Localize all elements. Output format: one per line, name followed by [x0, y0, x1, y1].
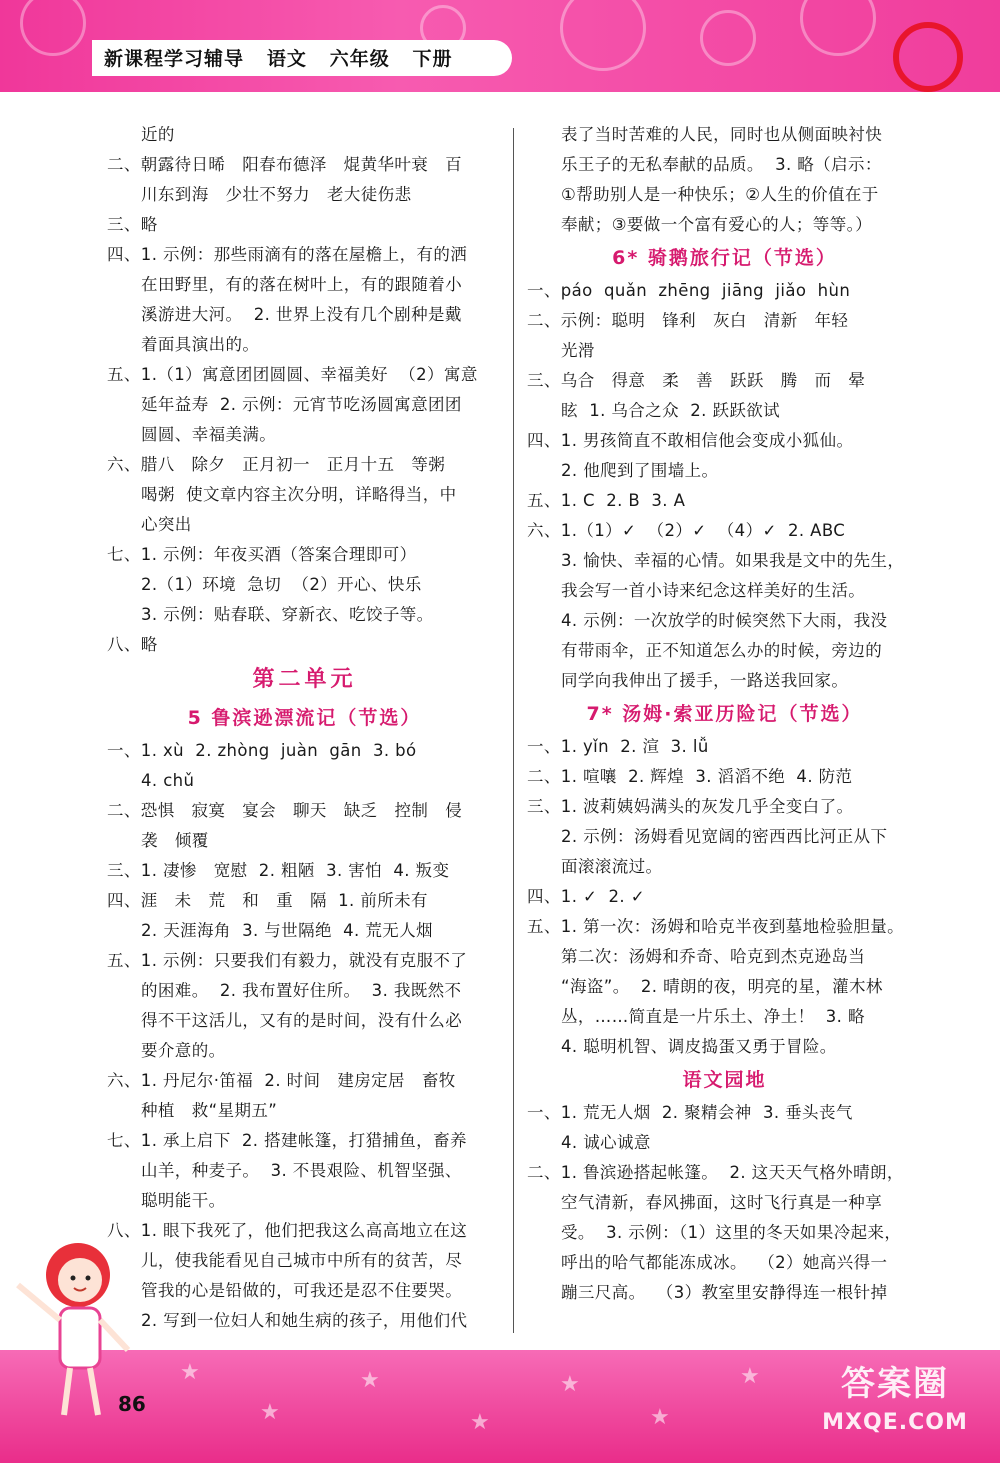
answer-line: 聪明能干。: [141, 1191, 226, 1210]
answer-line: 的困难。 2. 我布置好住所。 3. 我既然不: [141, 981, 462, 1000]
answer-line: 心突出: [141, 515, 192, 534]
answer-line: 五、1.（1）寓意团团圆圆、幸福美好 （2）寓意: [107, 365, 478, 384]
answer-line: 圆圆、幸福美满。: [141, 425, 277, 444]
watermark-line1: 答案圈: [841, 1364, 949, 1404]
answer-line: 得不干这活儿，又有的是时间，没有什么必: [141, 1011, 463, 1030]
answer-line: 二、朝露待日晞 阳春布德泽 焜黄华叶衰 百: [107, 155, 463, 174]
answer-line: 五、1. C 2. B 3. A: [527, 491, 686, 510]
answer-line: 川东到海 少壮不努力 老大徒伤悲: [141, 185, 412, 204]
header-title: 新课程学习辅导 语文 六年级 下册: [104, 48, 453, 70]
answer-line: 延年益寿 2. 示例：元宵节吃汤圆寓意团团: [141, 395, 462, 414]
watermark-line2: MXQE.COM: [822, 1410, 968, 1435]
answer-line: 眩 1. 乌合之众 2. 跃跃欲试: [561, 401, 781, 420]
answer-line: 4. 诚心诚意: [561, 1133, 651, 1152]
decorative-ring-icon: [893, 22, 963, 92]
answer-line: 同学向我伸出了援手，一路送我回家。: [561, 671, 849, 690]
answer-line: 四、1. 男孩简直不敢相信他会变成小狐仙。: [527, 431, 854, 450]
answer-line: 我会写一首小诗来纪念这样美好的生活。: [561, 581, 866, 600]
answer-line: 3. 示例：贴春联、穿新衣、吃饺子等。: [141, 605, 434, 624]
answer-line: 4. chǔ: [141, 771, 195, 790]
answer-line: 袭 倾覆: [141, 831, 209, 850]
answer-line: 管我的心是铅做的，可我还是忍不住要哭。: [141, 1281, 463, 1300]
answer-line: 一、1. xù 2. zhòng juàn gān 3. bó: [107, 741, 417, 760]
answer-line: 一、páo quǎn zhēng jiāng jiǎo hùn: [527, 281, 851, 300]
watermark-logo: [800, 1360, 990, 1460]
answer-line: 丛，……简直是一片乐土、净土！ 3. 略: [561, 1007, 865, 1026]
answer-line: 二、1. 喧嚷 2. 辉煌 3. 滔滔不绝 4. 防范: [527, 767, 853, 786]
answer-line: 着面具演出的。: [141, 335, 260, 354]
column-divider: [513, 128, 514, 1333]
answer-line: 4. 聪明机智、调皮捣蛋又勇于冒险。: [561, 1037, 837, 1056]
answer-line: 八、1. 眼下我死了，他们把我这么高高地立在这: [107, 1221, 468, 1240]
answer-line: 六、腊八 除夕 正月初一 正月十五 等粥: [107, 455, 446, 474]
answer-line: 三、1. 波莉姨妈满头的灰发几乎全变白了。: [527, 797, 854, 816]
page-footer: ★ ★ ★ ★ ★ ★ ★: [0, 1350, 1000, 1463]
section-title: 6* 骑鹅旅行记（节选）: [612, 247, 837, 269]
answer-line: 三、略: [107, 215, 158, 234]
answer-line: 蹦三尺高。 （3）教室里安静得连一根针掉: [561, 1283, 888, 1302]
answer-line: 近的: [141, 125, 175, 144]
answer-line: 光滑: [561, 341, 595, 360]
answer-line: 2. 写到一位妇人和她生病的孩子，用他们代: [141, 1311, 468, 1330]
answer-line: 有带雨伞，正不知道怎么办的时候，旁边的: [561, 641, 883, 660]
left-column: [107, 120, 502, 1336]
answer-line: 表了当时苦难的人民，同时也从侧面映衬快: [561, 125, 883, 144]
answer-line: 2. 他爬到了围墙上。: [561, 461, 719, 480]
answer-line: 在田野里，有的落在树叶上，有的跟随着小: [141, 275, 463, 294]
answer-line: 呼出的哈气都能冻成冰。 （2）她高兴得一: [561, 1253, 888, 1272]
answer-line: 第二次：汤姆和乔奇、哈克到杰克逊岛当: [561, 947, 866, 966]
answer-line: 乐王子的无私奉献的品质。 3. 略（启示：: [561, 155, 882, 174]
answer-line: 五、1. 第一次：汤姆和哈克半夜到墓地检验胆量。: [527, 917, 905, 936]
section-title: 7* 汤姆·索亚历险记（节选）: [586, 703, 863, 725]
answer-line: 七、1. 承上启下 2. 搭建帐篷，打猎捕鱼，畜养: [107, 1131, 467, 1150]
answer-line: 要介意的。: [141, 1041, 226, 1060]
answer-line: 四、1. 示例：那些雨滴有的落在屋檐上，有的洒: [107, 245, 468, 264]
answer-line: 四、1. ✓ 2. ✓: [527, 887, 645, 906]
answer-line: 四、涯 未 荒 和 重 隔 1. 前所未有: [107, 891, 428, 910]
answer-line: 六、1. 丹尼尔·笛福 2. 时间 建房定居 畜牧: [107, 1071, 456, 1090]
answer-line: “海盗”。 2. 晴朗的夜，明亮的星，灌木林: [561, 977, 883, 996]
section-title: 语文园地: [682, 1069, 767, 1091]
answer-line: 三、乌合 得意 柔 善 跃跃 腾 而 晕: [527, 371, 866, 390]
answer-line: 三、1. 凄惨 宽慰 2. 粗陋 3. 害怕 4. 叛变: [107, 861, 450, 880]
answer-line: 七、1. 示例：年夜买酒（答案合理即可）: [107, 545, 417, 564]
answer-line: 奉献；③要做一个富有爱心的人；等等。）: [561, 215, 873, 234]
answer-line: 空气清新，春风拂面，这时飞行真是一种享: [561, 1193, 883, 1212]
answer-line: 一、1. yǐn 2. 渲 3. lǚ: [527, 737, 709, 756]
answer-line: 山羊，种麦子。 3. 不畏艰险、机智坚强、: [141, 1161, 462, 1180]
answer-line: 二、1. 鲁滨逊搭起帐篷。 2. 这天天气格外晴朗，: [527, 1163, 904, 1182]
unit-title: 第二单元: [252, 667, 357, 692]
answer-line: 3. 愉快、幸福的心情。如果我是文中的先生，: [561, 551, 905, 570]
answer-line: ①帮助别人是一种快乐；②人生的价值在于: [561, 185, 879, 204]
answer-line: 八、略: [107, 635, 158, 654]
page-number: 86: [118, 1392, 146, 1416]
answer-line: 儿，使我能看见自己城市中所有的贫苦，尽: [141, 1251, 463, 1270]
answer-line: 二、恐惧 寂寞 宴会 聊天 缺乏 控制 侵: [107, 801, 463, 820]
answer-line: 2.（1）环境 急切 （2）开心、快乐: [141, 575, 422, 594]
answer-line: 二、示例：聪明 锋利 灰白 清新 年轻: [527, 311, 849, 330]
answer-line: 五、1. 示例：只要我们有毅力，就没有克服不了: [107, 951, 468, 970]
section-title: 5 鲁滨逊漂流记（节选）: [187, 707, 422, 729]
answer-line: 一、1. 荒无人烟 2. 聚精会神 3. 垂头丧气: [527, 1103, 853, 1122]
right-column: [527, 120, 922, 1308]
answer-line: 溪游进大河。 2. 世界上没有几个剧种是戴: [141, 305, 462, 324]
answer-line: 面滚滚流过。: [561, 857, 663, 876]
answer-line: 2. 天涯海角 3. 与世隔绝 4. 荒无人烟: [141, 921, 433, 940]
answer-line: 六、1.（1）✓ （2）✓ （4）✓ 2. ABC: [527, 521, 846, 540]
answer-line: 种植 救“星期五”: [141, 1101, 278, 1120]
answer-line: 喝粥 使文章内容主次分明，详略得当，中: [141, 485, 457, 504]
answer-line: 4. 示例：一次放学的时候突然下大雨，我没: [561, 611, 888, 630]
page-header: [0, 0, 1000, 92]
answer-line: 受。 3. 示例：（1）这里的冬天如果冷起来，: [561, 1223, 902, 1242]
answer-line: 2. 示例：汤姆看见宽阔的密西西比河正从下: [561, 827, 888, 846]
